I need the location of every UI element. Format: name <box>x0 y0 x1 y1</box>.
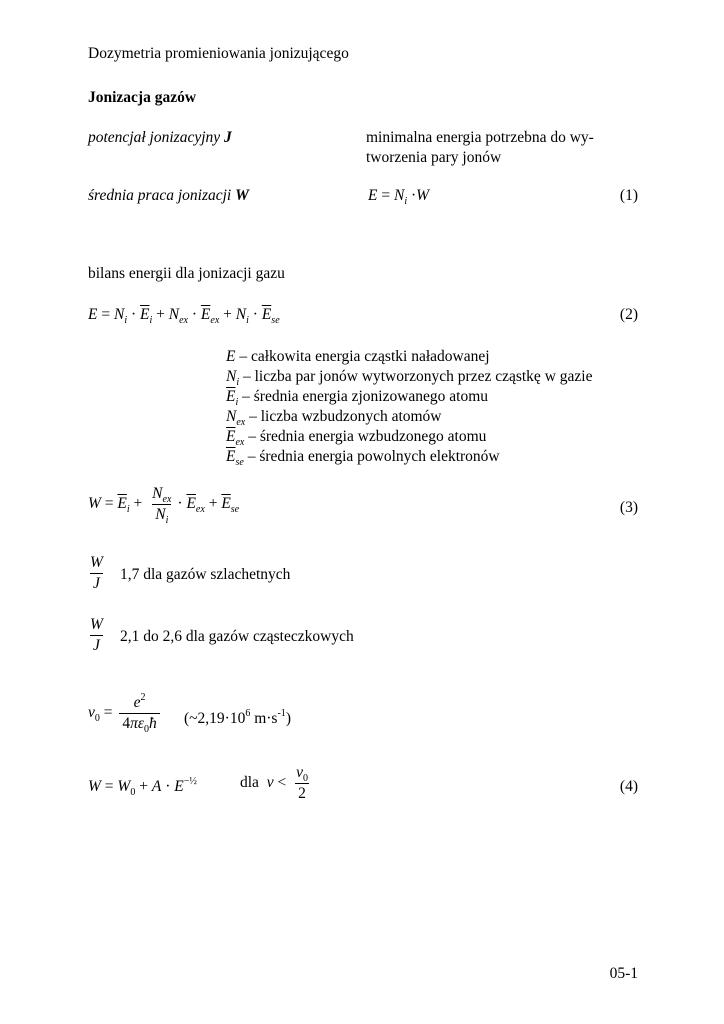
equation-1-number: (1) <box>619 187 638 204</box>
legend-item-nex: $N_{ex}$ – liczba wzbudzonych atomów <box>226 408 442 428</box>
legend-item-ni-desc: – liczba par jonów wytworzonych przez cząstkę w gazie <box>239 368 593 385</box>
mean-ionization-work-symbol: W <box>235 187 249 204</box>
legend-item-e: E – całkowita energia cząstki naładowanej <box>226 348 490 365</box>
ratio-w-j-noble: $\frac{W}{J}$ <box>90 554 103 592</box>
mean-ionization-work-term <box>88 186 249 206</box>
equation-3-number: (3) <box>619 499 638 516</box>
legend-item-eex-desc: – średnia energia wzbudzonego atomu <box>244 428 487 445</box>
page-number: 05-1 <box>609 965 638 982</box>
section-heading: Jonizacja gazów <box>88 89 197 106</box>
v0-value-base: (~2,19·10 <box>184 710 246 727</box>
v0-value <box>184 709 291 729</box>
equation-4-number: (4) <box>619 778 638 795</box>
equation-2-number: (2) <box>619 306 638 323</box>
legend-item-ni: $N_i$ – liczba par jonów wytworzonych przez cząstkę w gazie <box>226 368 593 388</box>
ratio-molecular-text: 2,1 do 2,6 dla gazów cząsteczkowych <box>120 628 354 645</box>
ratio-w-j-molecular: $\frac{W}{J}$ <box>90 616 103 654</box>
page-header-title: Dozymetria promieniowania jonizującego <box>88 45 349 62</box>
v0-value-unit-exponent: -1 <box>277 708 286 719</box>
v0-value-close: ) <box>285 710 291 727</box>
legend-item-e-desc: – całkowita energia cząstki naładowanej <box>235 348 490 365</box>
legend-item-nex-desc: – liczba wzbudzonych atomów <box>245 408 442 425</box>
legend-item-ese: $\overline{E}_{se}$ – średnia energia powolnych elektronów <box>226 448 500 468</box>
legend-item-eex: $\overline{E}_{ex}$ – średnia energia wzbudzonego atomu <box>226 428 487 448</box>
equation-3: $W = \overline{E}_i$ + $\frac{N_{ex}}{N_i}$ · $\overline{E}_{ex} + \overline{E}_{se}$ <box>88 485 240 526</box>
ratio-noble-text: 1,7 dla gazów szlachetnych <box>120 566 291 583</box>
equation-2: $E = N_i \cdot \overline{E}_i + N_{ex} \cdot \overline{E}_{ex} + N_i \cdot \overline{E}_{se}$ <box>88 306 280 326</box>
v0-value-unit: m·s <box>250 710 278 727</box>
v0-value-exponent: 6 <box>245 708 251 719</box>
energy-balance-label: bilans energii dla jonizacji gazu <box>88 265 285 282</box>
legend-item-ei-desc: – średnia energia zjonizowanego atomu <box>238 388 489 405</box>
equation-1: $E = N_i \cdot W$ <box>368 187 430 207</box>
condition-label: dla <box>240 774 259 792</box>
legend-item-ei: $\overline{E}_i$ – średnia energia zjonizowanego atomu <box>226 388 489 408</box>
legend-item-ese-desc: – średnia energia powolnych elektronów <box>243 448 500 465</box>
equation-4-condition: dla v < $\frac{v_0}{2}$ <box>240 764 308 802</box>
ionization-potential-desc-line2: tworzenia pary jonów <box>366 149 502 166</box>
mean-ionization-work-label: średnia praca jonizacji <box>88 187 236 204</box>
ionization-potential-label: potencjał jonizacyjny <box>88 129 225 146</box>
ionization-potential-term <box>88 128 232 148</box>
ionization-potential-symbol: J <box>224 129 232 146</box>
ionization-potential-desc-line1: minimalna energia potrzebna do wy- <box>366 129 594 146</box>
equation-4: $W = W_0 + A \cdot E^{-\frac{1}{2}}$ <box>88 776 197 798</box>
equation-v0: $v_0$ = $\frac{e^2}{4\pi\varepsilon_0ħ}$ <box>88 694 163 733</box>
